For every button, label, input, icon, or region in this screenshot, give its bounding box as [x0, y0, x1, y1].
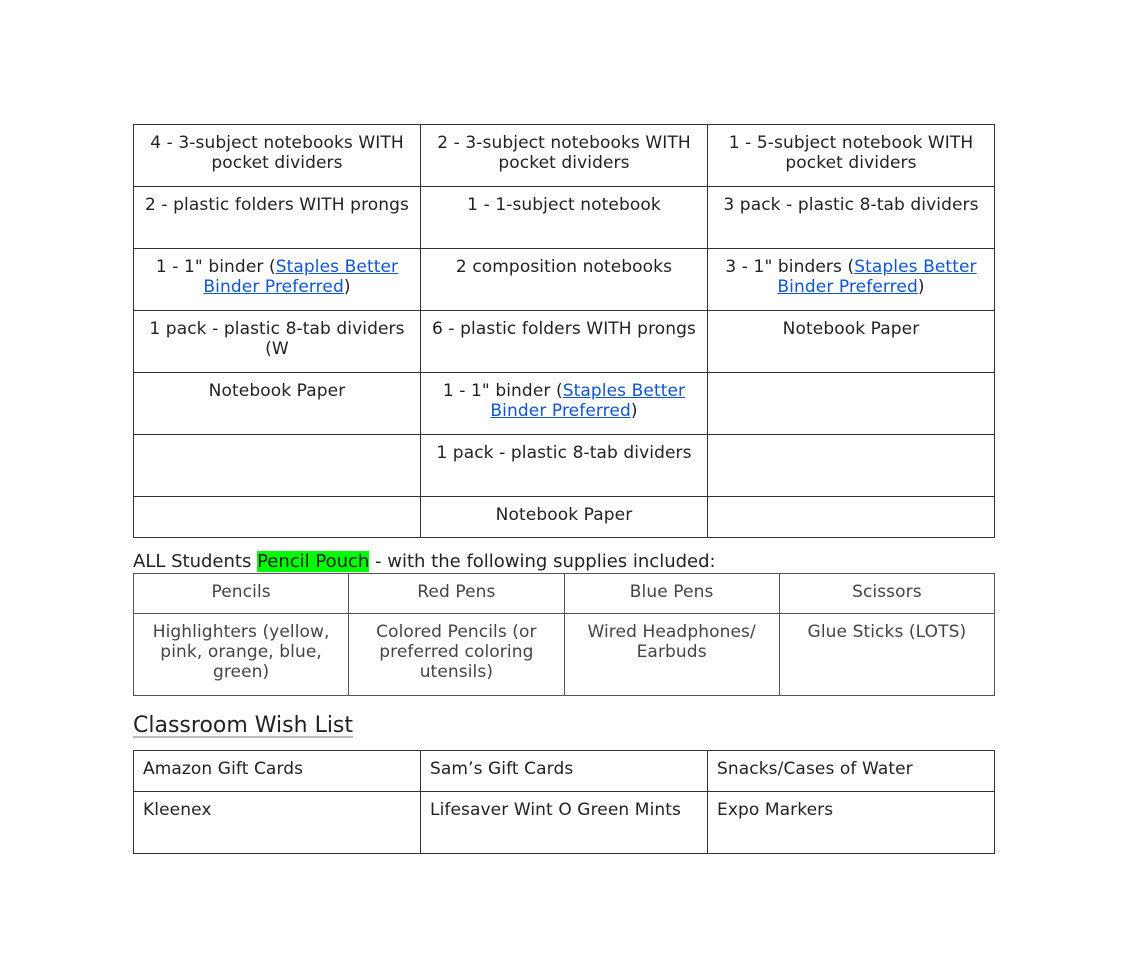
table-cell — [779, 614, 994, 696]
cell-text: Notebook Paper — [782, 319, 920, 339]
cell-text: Colored Pencils (or preferred coloring utensils) — [376, 622, 537, 682]
wish-list-table — [133, 750, 995, 854]
cell-text: 1 pack - plastic 8-tab dividers — [436, 443, 692, 463]
table-cell — [421, 435, 708, 497]
cell-text: 1 pack - plastic 8-tab dividers (W — [149, 319, 405, 359]
cell-text: Expo Markers — [717, 800, 834, 820]
table-cell — [779, 574, 994, 614]
cell-text: 3 - 1" binders ( — [725, 257, 855, 277]
cell-text: Kleenex — [143, 800, 212, 820]
grade-supply-table — [133, 124, 995, 538]
cell-text: 6 - plastic folders WITH prongs — [431, 319, 697, 339]
wish-list-title — [133, 712, 995, 740]
pencil-pouch-heading — [133, 551, 995, 573]
table-cell — [134, 435, 421, 497]
table-cell — [708, 435, 995, 497]
staples-binder-link[interactable]: Staples Better Binder Preferred — [203, 257, 399, 297]
table-row — [134, 373, 995, 435]
cell-text: ) — [917, 277, 925, 297]
cell-text: Glue Sticks (LOTS) — [807, 622, 967, 642]
cell-text: Sam’s Gift Cards — [430, 759, 574, 779]
cell-text: Snacks/Cases of Water — [717, 759, 913, 779]
table-cell — [134, 614, 349, 696]
cell-text: Notebook Paper — [495, 505, 633, 525]
table-cell — [564, 614, 779, 696]
table-cell — [134, 792, 421, 854]
table-row — [134, 574, 995, 614]
table-row — [134, 792, 995, 854]
table-cell — [421, 125, 708, 187]
table-row — [134, 249, 995, 311]
table-cell — [134, 311, 421, 373]
cell-text: 2 composition notebooks — [455, 257, 673, 277]
table-row — [134, 125, 995, 187]
table-row — [134, 751, 995, 792]
cell-text: 2 - plastic folders WITH prongs — [144, 195, 410, 215]
cell-text: Scissors — [852, 582, 922, 602]
table-row — [134, 435, 995, 497]
document-body — [133, 124, 995, 854]
table-cell — [134, 373, 421, 435]
table-cell — [708, 373, 995, 435]
table-row — [134, 497, 995, 538]
cell-text: 2 - 3-subject notebooks WITH pocket dividers — [437, 133, 691, 173]
cell-text: Highlighters (yellow, pink, orange, blue, green) — [152, 622, 330, 682]
pouch-suffix: - with the following supplies included: — [369, 551, 716, 572]
staples-binder-link[interactable]: Staples Better Binder Preferred — [490, 381, 686, 421]
table-cell — [421, 373, 708, 435]
table-cell — [134, 751, 421, 792]
cell-text: Notebook Paper — [208, 381, 346, 401]
table-cell — [708, 249, 995, 311]
table-cell — [421, 311, 708, 373]
table-cell — [134, 249, 421, 311]
table-cell — [708, 125, 995, 187]
table-cell — [134, 497, 421, 538]
table-cell — [349, 574, 564, 614]
pencil-pouch-highlight: Pencil Pouch — [257, 551, 370, 572]
table-cell — [421, 497, 708, 538]
cell-text: ) — [630, 401, 638, 421]
table-cell — [421, 792, 708, 854]
table-cell — [708, 751, 995, 792]
cell-text: Pencils — [211, 582, 271, 602]
cell-text: ) — [343, 277, 351, 297]
table-row — [134, 187, 995, 249]
table-cell — [421, 187, 708, 249]
cell-text: 1 - 1" binder ( — [155, 257, 276, 277]
cell-text: 4 - 3-subject notebooks WITH pocket dividers — [150, 133, 404, 173]
cell-text: Red Pens — [417, 582, 496, 602]
table-cell — [421, 751, 708, 792]
cell-text: 1 - 5-subject notebook WITH pocket dividers — [728, 133, 974, 173]
wish-list-title-text: Classroom Wish List — [133, 713, 354, 738]
table-cell — [708, 792, 995, 854]
cell-text: Wired Headphones/ Earbuds — [587, 622, 756, 662]
table-row — [134, 614, 995, 696]
staples-binder-link[interactable]: Staples Better Binder Preferred — [777, 257, 977, 297]
cell-text: 1 - 1-subject notebook — [467, 195, 661, 215]
pouch-prefix: ALL Students — [133, 551, 258, 572]
table-cell — [134, 125, 421, 187]
table-cell — [421, 249, 708, 311]
table-cell — [134, 574, 349, 614]
table-cell — [134, 187, 421, 249]
pencil-pouch-table — [133, 573, 995, 696]
cell-text: Lifesaver Wint O Green Mints — [430, 800, 681, 820]
table-row — [134, 311, 995, 373]
table-cell — [564, 574, 779, 614]
table-cell — [349, 614, 564, 696]
table-cell — [708, 311, 995, 373]
table-cell — [708, 187, 995, 249]
cell-text: Amazon Gift Cards — [143, 759, 304, 779]
cell-text: Blue Pens — [629, 582, 714, 602]
table-cell — [708, 497, 995, 538]
cell-text: 3 pack - plastic 8-tab dividers — [723, 195, 979, 215]
cell-text: 1 - 1" binder ( — [442, 381, 563, 401]
